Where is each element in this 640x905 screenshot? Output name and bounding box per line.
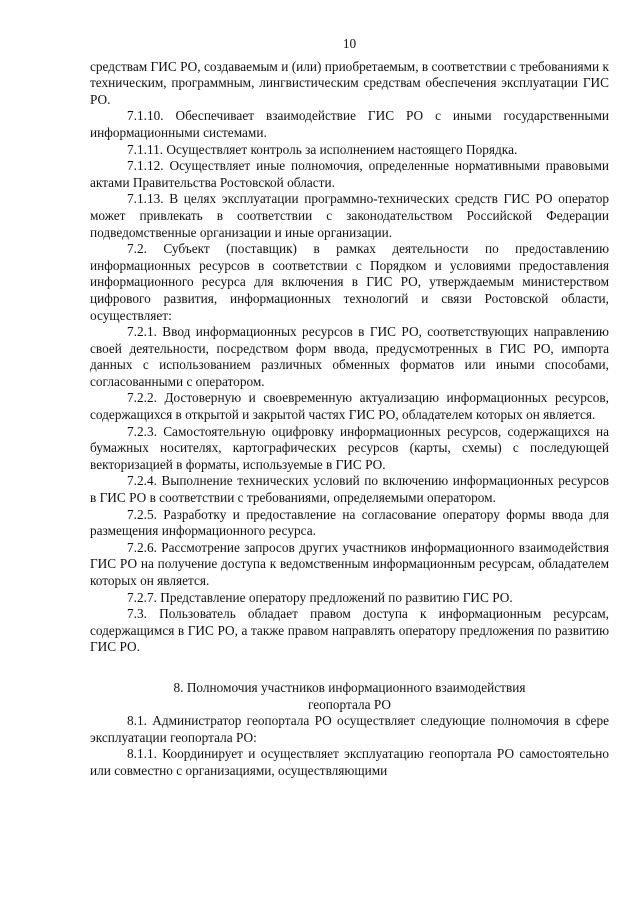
paragraph-7-2-3: 7.2.3. Самостоятельную оцифровку информационных ресурсов, содержащихся на бумажных носителях, картографических ресурсов (карты, схемы) с последующей векторизацией в форматы, используемые в ГИС РО. bbox=[90, 423, 609, 472]
paragraph-7-1-12: 7.1.12. Осуществляет иные полномочия, определенные нормативными правовыми актами Правительства Ростовской области. bbox=[90, 158, 609, 190]
paragraph-7-2-7: 7.2.7. Представление оператору предложений по развитию ГИС РО. bbox=[127, 589, 513, 605]
section-spacer bbox=[90, 656, 609, 680]
paragraph-7-2-4: 7.2.4. Выполнение технических условий по включению информационных ресурсов в ГИС РО в соответствии с требованиями, определяемыми оператором. bbox=[90, 473, 609, 506]
paragraph-8-1-1: 8.1.1. Координирует и осуществляет эксплуатацию геопортала РО самостоятельно или совместно с организациями, осуществляющими bbox=[90, 746, 609, 778]
paragraph-7-2: 7.2. Субъект (поставщик) в рамках деятельности по предоставлению информационных ресурсов в соответствии с Порядком и условиями предоставления информационного ресурса для включения в ГИС РО, утверждаемым министерством цифрового развития, информационных технологий и связи Ростовской области, осуществляет: bbox=[90, 241, 609, 323]
paragraph-7-2-1: 7.2.1. Ввод информационных ресурсов в ГИС РО, соответствующих направлению своей деятельности, посредством форм ввода, предусмотренных в ГИС РО, импорта данных с использованием различных обменных форматов или иными способами, согласованными с оператором. bbox=[90, 324, 609, 389]
paragraph-7-1-13: 7.1.13. В целях эксплуатации программно-технических средств ГИС РО оператор может привлекать в соответствии с законодательством Российской Федерации подведомственные организации и иные организации. bbox=[90, 191, 609, 240]
paragraph-7-3: 7.3. Пользователь обладает правом доступа к информационным ресурсам, содержащимся в ГИС РО, а также правом направлять оператору предложения по развитию ГИС РО. bbox=[90, 606, 609, 655]
paragraph-7-2-2: 7.2.2. Достоверную и своевременную актуализацию информационных ресурсов, содержащихся в открытой и закрытой частях ГИС РО, обладателем которых он является. bbox=[90, 390, 609, 423]
section-heading bbox=[90, 680, 609, 713]
paragraph-7-1-11: 7.1.11. Осуществляет контроль за исполнением настоящего Порядка. bbox=[127, 141, 518, 157]
section-heading-line-2: геопортала РО bbox=[307, 696, 392, 712]
paragraph-continuation: средствам ГИС РО, создаваемым и (или) приобретаемым, в соответствии с требованиями к техническим, программным, лингвистическим средствам обеспечения эксплуатации ГИС РО. bbox=[90, 58, 609, 107]
paragraph-8-1: 8.1. Администратор геопортала РО осуществляет следующие полномочия в сфере эксплуатации геопортала РО: bbox=[90, 713, 609, 745]
section-heading-line-1: 8. Полномочия участников информационного взаимодействия bbox=[173, 679, 526, 695]
page-number: 10 bbox=[342, 36, 357, 51]
document-page bbox=[90, 36, 609, 780]
paragraph-7-2-5: 7.2.5. Разработку и предоставление на согласование оператору формы ввода для размещения информационного ресурса. bbox=[90, 506, 609, 539]
paragraph-7-2-6: 7.2.6. Рассмотрение запросов других участников информационного взаимодействия ГИС РО на получение доступа к ведомственным информационным ресурсам, обладателем которых он является. bbox=[90, 539, 609, 588]
paragraph-7-1-10: 7.1.10. Обеспечивает взаимодействие ГИС РО с иными государственными информационными системами. bbox=[90, 108, 609, 140]
